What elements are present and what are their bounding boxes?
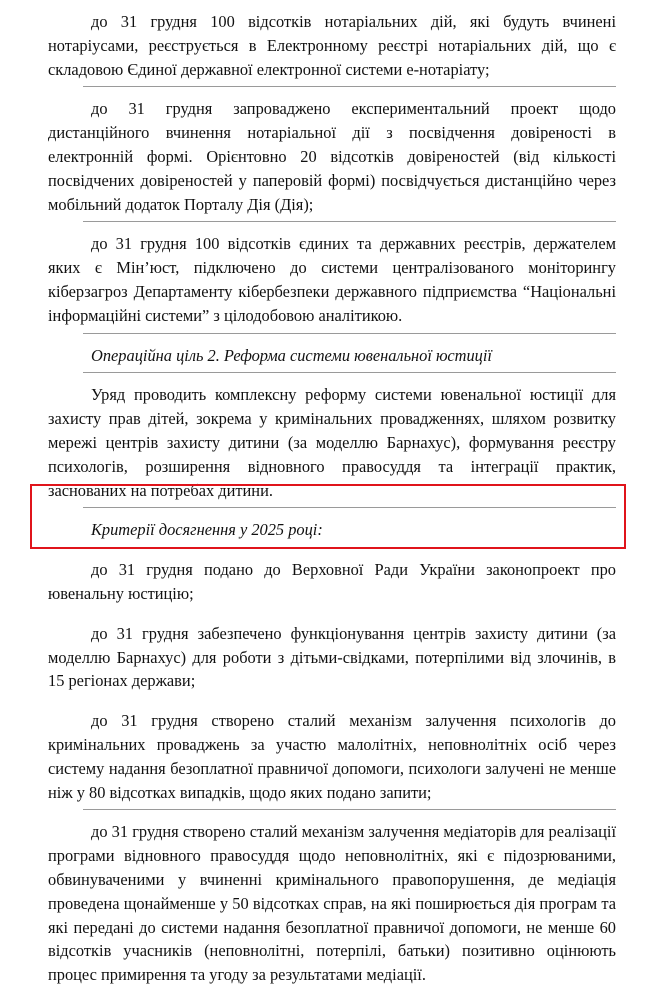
heading-text: Критерії досягнення у 2025 році: xyxy=(91,520,323,540)
separator-line xyxy=(83,221,616,222)
paragraph-text: до 31 грудня 100 відсотків єдиних та державних реєстрів, держателем яких є Мін’юст, підключено до системи централізованого моніторингу кіберзагроз Департаменту кібербезпеки державного підприємства “Національні інформаційні системи” з цілодобовою аналітикою. xyxy=(48,234,616,325)
paragraph-text: до 31 грудня забезпечено функціонування центрів захисту дитини (за моделлю Барнахус) для роботи з дітьми-свідками, потерпілими від злочинів, в 15 регіонах держави; xyxy=(48,623,616,691)
paragraph-text: до 31 грудня створено сталий механізм залучення медіаторів для реалізації програми відновного правосуддя щодо неповнолітніх, які є підозрюваними, обвинуваченими у вчиненні кримінального правопорушення, де медіація проведена щонайменше у 50 відсотках справ, на які поширюється дія програм та які передані до системи надання безоплатної правничої допомоги, не менше 60 відсотків учасників (неповнолітні, потерпілі, батьки) позитивно оцінюють процес примирення та угоду за результатами медіації. xyxy=(48,822,616,985)
heading-text: Операційна ціль 2. Реформа системи ювенальної юстиції xyxy=(91,345,492,365)
separator-line xyxy=(83,333,616,334)
separator-line xyxy=(83,372,616,373)
paragraph-text: до 31 грудня створено сталий механізм залучення психологів до кримінальних проваджень за участю малолітніх, неповнолітніх осіб через систему надання безоплатної правничої допомоги, психологи залучені не менше ніж у 80 відсотках випадків, щодо яких подано запити; xyxy=(48,711,616,802)
paragraph-cyber-monitoring xyxy=(48,220,616,327)
criteria-heading xyxy=(48,506,616,542)
paragraph-barnahus-centers xyxy=(48,610,616,693)
paragraph-psychologists-mechanism xyxy=(48,697,616,804)
operational-goal-heading xyxy=(48,332,616,368)
paragraph-mediators-mechanism xyxy=(48,808,616,987)
paragraph-text: Уряд проводить комплексну реформу системи ювенальної юстиції для захисту прав дітей, зокрема у кримінальних провадженнях, шляхом розвитку мережі центрів захисту дитини (за моделлю Барнахус), формування реєстру психологів, розширення відновного правосуддя та інтеграції практик, заснованих на потребах дитини. xyxy=(48,385,616,500)
paragraph-remote-notarization xyxy=(48,85,616,216)
separator-line xyxy=(83,547,616,548)
separator-line xyxy=(83,507,616,508)
paragraph-notarial-actions-registry: до 31 грудня 100 відсотків нотаріальних дій, які будуть вчинені нотаріусами, реєструється в Електронному реєстрі нотаріальних дій, що є складовою Єдиної державної електронної системи е-нотаріату; xyxy=(48,12,616,79)
paragraph-text: до 31 грудня запроваджено експериментальний проект щодо дистанційного вчинення нотаріальної дії з посвідчення довіреності в електронній формі. Орієнтовно 20 відсотків довіреностей (від кількості посвідчених довіреностей у паперовій формі) посвідчується дистанційно через мобільний додаток Порталу Дія (Дія); xyxy=(48,99,616,214)
paragraph-juvenile-justice-bill xyxy=(48,546,616,606)
paragraph-juvenile-justice-reform xyxy=(48,371,616,502)
separator-line xyxy=(83,86,616,87)
paragraph-text: до 31 грудня подано до Верховної Ради України законопроект про ювенальну юстицію; xyxy=(48,560,616,603)
document-page xyxy=(48,10,616,991)
